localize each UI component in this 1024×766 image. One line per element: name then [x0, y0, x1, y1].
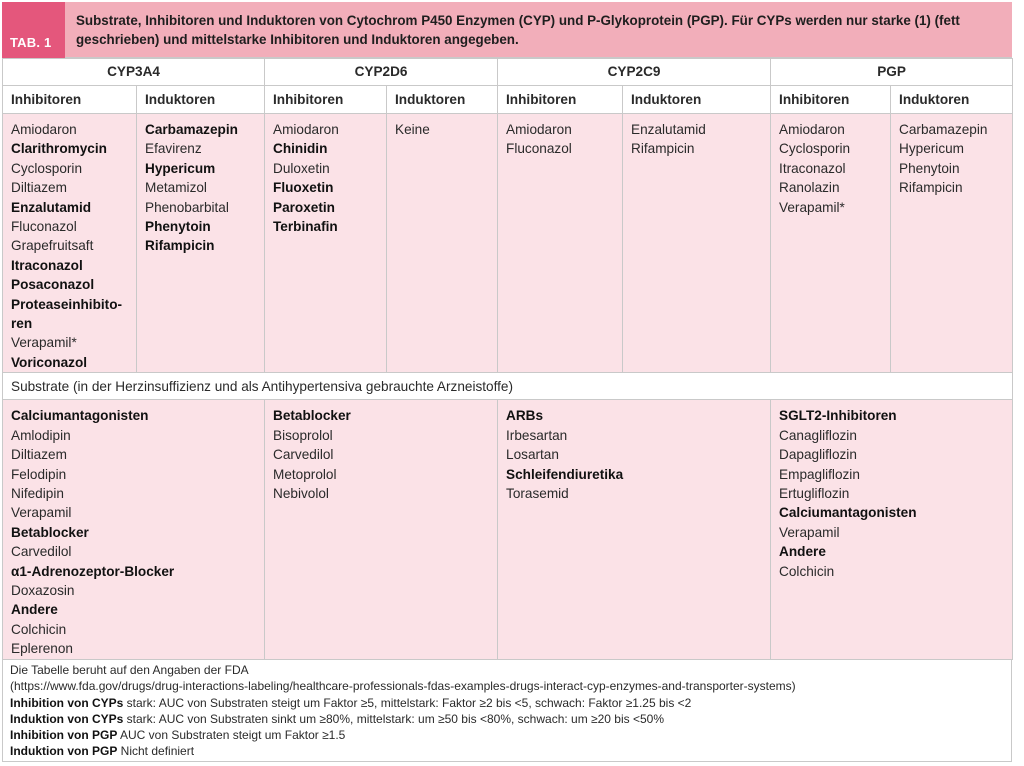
drug-category-item: SGLT2-Inhibitoren	[779, 408, 897, 424]
definition-line	[10, 743, 1005, 759]
source-url: (https://www.fda.gov/drugs/drug-interactions-labeling/healthcare-professionals-fdas-examples-drugs-interact-cyp-enzymes-and-transporter-systems)	[10, 679, 796, 694]
drug-item: Ranolazin	[779, 180, 840, 196]
drug-item: Amiodaron	[779, 122, 845, 137]
drug-item: Nifedipin	[11, 485, 64, 501]
source-line: Die Tabelle beruht auf den Angaben der FDA	[10, 663, 249, 677]
drug-category-item: Andere	[779, 544, 826, 560]
definition-term: Inhibition von CYPs	[10, 695, 124, 710]
cyp3a4-inhibitors-list	[3, 114, 137, 373]
drug-item: Verapamil	[11, 505, 72, 521]
drug-item: Colchicin	[779, 563, 835, 579]
drug-item: Hypericum	[899, 141, 965, 157]
drug-category-item: Proteaseinhibito- ren	[11, 296, 123, 332]
col-header-cyp2d6-inducers: Induktoren	[387, 86, 498, 114]
definition-term: Inhibition von PGP	[10, 728, 118, 743]
drug-item: Rifampicin	[631, 141, 695, 157]
drug-item: Verapamil*	[779, 199, 845, 215]
drug-item: Itraconazol	[779, 160, 846, 176]
pgp-substrates-list	[771, 400, 1013, 659]
col-header-pgp-inducers: Induktoren	[891, 86, 1013, 114]
cyp2d6-inhibitors-list	[265, 114, 387, 373]
drug-category-item: Rifampicin	[145, 238, 215, 254]
drug-category-item: Carbamazepin	[145, 122, 238, 137]
drug-item: Colchicin	[11, 621, 67, 637]
group-header-cyp3a4: CYP3A4	[3, 59, 265, 86]
drug-category-item: Betablocker	[273, 408, 351, 424]
drug-item: Amlodipin	[11, 427, 71, 443]
drug-item: Fluconazol	[506, 141, 572, 157]
drug-item: Verapamil	[779, 524, 840, 540]
drug-item: Felodipin	[11, 466, 67, 482]
cyp2c9-inhibitors-list	[498, 114, 623, 373]
drug-item: Keine	[395, 122, 430, 137]
drug-item: Doxazosin	[11, 582, 75, 598]
drug-item: Eplerenon	[11, 641, 73, 657]
cyp3a4-substrates-list	[3, 400, 265, 659]
drug-category-item: Enzalutamid	[11, 199, 92, 215]
drug-category-item: Andere	[11, 602, 58, 618]
drug-item: Metoprolol	[273, 466, 337, 482]
drug-category-item: Phenytoin	[145, 219, 211, 235]
drug-category-item: Calciumantagonisten	[11, 408, 149, 424]
drug-item: Efavirenz	[145, 141, 202, 157]
drug-item: Cyclosporin	[779, 141, 851, 157]
drug-category-item: Itraconazol	[11, 257, 83, 273]
col-header-pgp-inhibitors: Inhibitoren	[771, 86, 891, 114]
drug-item: Irbesartan	[506, 427, 568, 443]
pgp-inhibitors-list	[771, 114, 891, 373]
col-header-cyp3a4-inducers: Induktoren	[137, 86, 265, 114]
definition-line	[10, 727, 1005, 743]
drug-item: Torasemid	[506, 485, 569, 501]
drug-item: Fluconazol	[11, 219, 77, 235]
drug-list-row	[3, 114, 1013, 373]
col-header-cyp2c9-inducers: Induktoren	[623, 86, 771, 114]
drug-item: Phenytoin	[899, 160, 960, 176]
col-header-cyp2c9-inhibitors: Inhibitoren	[498, 86, 623, 114]
drug-category-item: Fluoxetin	[273, 180, 334, 196]
drug-item: Duloxetin	[273, 160, 330, 176]
drug-category-item: Calciumantagonisten	[779, 505, 917, 521]
drug-item: Cyclosporin	[11, 160, 83, 176]
table-number-badge: TAB. 1	[2, 2, 65, 58]
drug-item: Empagliflozin	[779, 466, 860, 482]
col-header-cyp2d6-inhibitors: Inhibitoren	[265, 86, 387, 114]
definition-text: stark: AUC von Substraten steigt um Faktor ≥5, mittelstark: Faktor ≥2 bis <5, schwach: Faktor ≥1.25 bis <2	[123, 695, 692, 710]
drug-item: Ertugliflozin	[779, 485, 850, 501]
drug-item: Canagliflozin	[779, 427, 857, 443]
definition-text: Nicht definiert	[117, 744, 195, 759]
substrates-row	[3, 400, 1013, 659]
drug-category-item: Betablocker	[11, 524, 89, 540]
drug-category-item: Schleifendiuretika	[506, 466, 624, 482]
drug-category-item: Posaconazol	[11, 277, 95, 293]
drug-item: Nebivolol	[273, 485, 329, 501]
role-header-row	[3, 86, 1013, 114]
pgp-inducers-list	[891, 114, 1013, 373]
col-header-cyp3a4-inhibitors: Inhibitoren	[3, 86, 137, 114]
table-caption: Substrate, Inhibitoren und Induktoren von Cytochrom P450 Enzymen (CYP) und P-Glykoprotein (PGP). Für CYPs werden nur starke (1) (fett geschrieben) und mittelstarke Inhibitoren und Induktoren angegeben.	[76, 13, 960, 47]
drug-category-item: Terbinafin	[273, 219, 338, 235]
substrates-header: Substrate (in der Herzinsuffizienz und als Antihypertensiva gebrauchte Arzneistoffe)	[3, 373, 1013, 400]
cyp2c9-inducers-list	[623, 114, 771, 373]
cyp2d6-substrates-list	[265, 400, 498, 659]
drug-item: Losartan	[506, 447, 559, 463]
group-header-cyp2d6: CYP2D6	[265, 59, 498, 86]
drug-item: Bisoprolol	[273, 427, 333, 443]
footnotes	[10, 662, 1005, 760]
drug-item: Amiodaron	[11, 122, 77, 137]
drug-item: Amiodaron	[273, 122, 339, 137]
drug-item: Enzalutamid	[631, 122, 706, 137]
table-title-bar	[2, 2, 1012, 58]
drug-item: Diltiazem	[11, 180, 67, 196]
drug-item: Carvedilol	[11, 544, 72, 560]
drug-item: Diltiazem	[11, 447, 67, 463]
interaction-table	[2, 58, 1013, 660]
cyp2d6-inducers-list	[387, 114, 498, 373]
drug-category-item: ARBs	[506, 408, 544, 424]
definition-text: stark: AUC von Substraten sinkt um ≥80%, mittelstark: um ≥50 bis <80%, schwach: um ≥20 bis <50%	[123, 711, 664, 726]
definition-line	[10, 695, 1005, 711]
drug-category-item: Paroxetin	[273, 199, 335, 215]
drug-item: Carvedilol	[273, 447, 334, 463]
definition-text: AUC von Substraten steigt um Faktor ≥1.5	[117, 728, 346, 743]
drug-category-item: Clarithromycin	[11, 141, 107, 157]
cyp2c9-substrates-list	[498, 400, 771, 659]
definition-term: Induktion von CYPs	[10, 711, 124, 726]
definition-term: Induktion von PGP	[10, 744, 118, 759]
substrates-header-row	[3, 373, 1013, 400]
group-header-pgp: PGP	[771, 59, 1013, 86]
drug-category-item: α1-Adrenozeptor-Blocker	[11, 563, 175, 579]
definition-line	[10, 711, 1005, 727]
group-header-cyp2c9: CYP2C9	[498, 59, 771, 86]
enzyme-header-row	[3, 59, 1013, 86]
drug-item: Phenobarbital	[145, 199, 229, 215]
drug-category-item: Voriconazol	[11, 354, 88, 370]
drug-item: Verapamil*	[11, 335, 77, 351]
drug-item: Metamizol	[145, 180, 207, 196]
drug-item: Grapefruitsaft	[11, 238, 94, 254]
drug-item: Amiodaron	[506, 122, 572, 137]
drug-category-item: Hypericum	[145, 160, 216, 176]
drug-item: Carbamazepin	[899, 122, 988, 137]
drug-category-item: Chinidin	[273, 141, 328, 157]
cyp3a4-inducers-list	[137, 114, 265, 373]
drug-item: Rifampicin	[899, 180, 963, 196]
drug-item: Dapagliflozin	[779, 447, 857, 463]
